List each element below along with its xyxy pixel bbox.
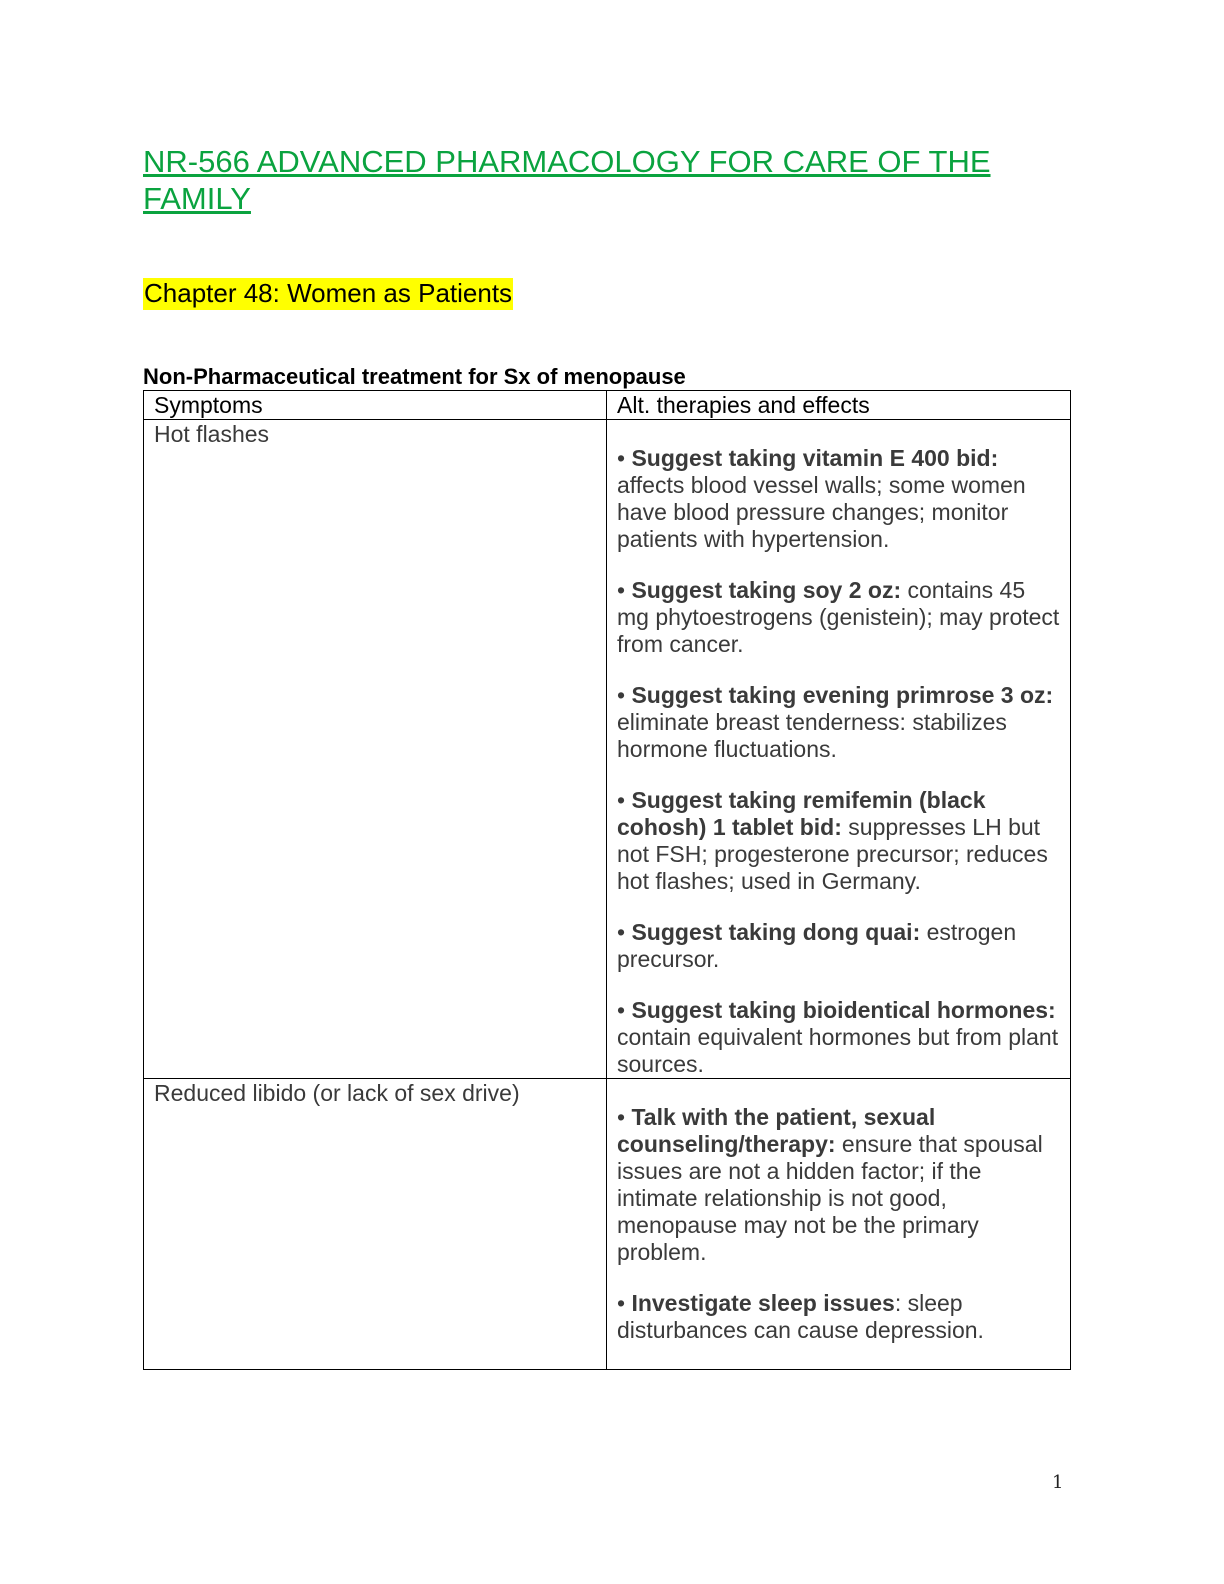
bullet-icon: • <box>617 919 626 945</box>
page-number: 1 <box>1052 1472 1064 1493</box>
therapy-label: Suggest taking vitamin E 400 bid: <box>631 445 999 471</box>
therapy-text: eliminate breast tenderness: stabilizes hormone fluctuations. <box>617 709 1007 762</box>
table-header-row <box>144 391 1071 420</box>
header-therapies: Alt. therapies and effects <box>607 391 1071 420</box>
bullet-icon: • <box>617 997 626 1023</box>
therapy-text: ensure that spousal issues are not a hidden factor; if the intimate relationship is not good, menopause may not be the primary problem. <box>617 1131 1043 1265</box>
chapter-highlight: Chapter 48: Women as Patients <box>144 278 513 308</box>
therapy-text: affects blood vessel walls; some women have blood pressure changes; monitor patients with hypertension. <box>617 472 1026 552</box>
therapy-list <box>617 1080 1060 1369</box>
therapy-label: Suggest taking bioidentical hormones: <box>631 997 1056 1023</box>
menopause-treatment-table <box>143 390 1071 1370</box>
bullet-icon: • <box>617 787 626 813</box>
section-heading: Non-Pharmaceutical treatment for Sx of menopause <box>143 364 686 389</box>
bullet-icon: • <box>617 1104 626 1130</box>
symptom-cell: Hot flashes <box>144 420 607 1079</box>
symptom-cell: Reduced libido (or lack of sex drive) <box>144 1079 607 1370</box>
therapy-text: contains 45 mg phytoestrogens (genistein); may protect from cancer. <box>617 577 1060 657</box>
therapy-text: : sleep disturbances can cause depression. <box>617 1290 984 1343</box>
therapy-text: contain equivalent hormones but from plant sources. <box>617 1024 1059 1077</box>
table-row <box>144 420 1071 1079</box>
therapy-label: Investigate sleep issues <box>631 1290 895 1316</box>
therapy-item <box>617 919 1060 973</box>
therapy-text: suppresses LH but not FSH; progesterone precursor; reduces hot flashes; used in Germany. <box>617 814 1048 894</box>
therapies-cell <box>607 420 1071 1079</box>
document-title: NR-566 ADVANCED PHARMACOLOGY FOR CARE OF THE FAMILY <box>143 144 991 216</box>
therapies-cell <box>607 1079 1071 1370</box>
therapy-item <box>617 1104 1060 1266</box>
bullet-icon: • <box>617 682 626 708</box>
bullet-icon: • <box>617 445 626 471</box>
therapy-label: Suggest taking evening primrose 3 oz: <box>631 682 1054 708</box>
bullet-icon: • <box>617 1290 626 1316</box>
therapy-item <box>617 1290 1060 1344</box>
therapy-item <box>617 682 1060 763</box>
therapy-item <box>617 445 1060 553</box>
bullet-icon: • <box>617 577 626 603</box>
therapy-item <box>617 997 1060 1078</box>
table-row <box>144 1079 1071 1370</box>
therapy-text: estrogen precursor. <box>617 919 1017 972</box>
therapy-item <box>617 787 1060 895</box>
therapy-label: Talk with the patient, sexual counseling/therapy: <box>617 1104 936 1157</box>
therapy-label: Suggest taking soy 2 oz: <box>631 577 902 603</box>
therapy-list <box>617 421 1060 1078</box>
header-symptoms: Symptoms <box>144 391 607 420</box>
therapy-label: Suggest taking remifemin (black cohosh) 1 tablet bid: <box>617 787 986 840</box>
therapy-item <box>617 577 1060 658</box>
therapy-label: Suggest taking dong quai: <box>631 919 921 945</box>
chapter-heading <box>143 276 513 310</box>
